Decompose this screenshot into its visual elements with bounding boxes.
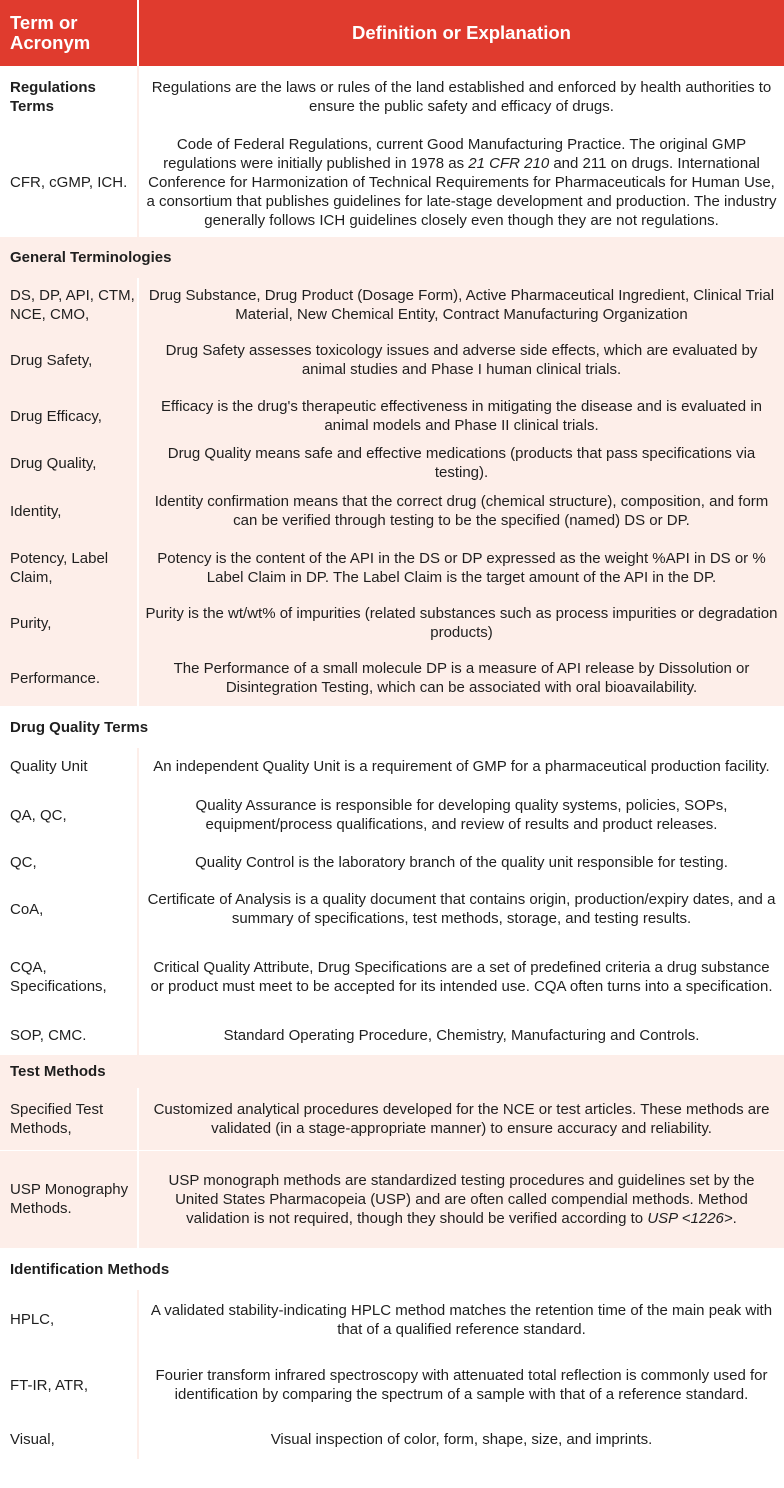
term-cell: USP Monography Methods.: [0, 1150, 138, 1248]
table-row: [0, 1088, 784, 1150]
definition-cell: Certificate of Analysis is a quality document that contains origin, production/expiry dates, and a summary of specifications, test methods, storage, and testing results.: [138, 880, 784, 938]
table-row: [0, 1150, 784, 1248]
term-cell: Purity,: [0, 596, 138, 650]
table-row: [0, 540, 784, 596]
term-cell: SOP, CMC.: [0, 1016, 138, 1054]
table-row: [0, 66, 784, 128]
table-row: [0, 596, 784, 650]
table-row: [0, 844, 784, 880]
section-title: Drug Quality Terms: [0, 706, 784, 748]
term-cell: Regulations Terms: [0, 66, 138, 128]
definition-cell: Quality Control is the laboratory branch of the quality unit responsible for testing.: [138, 844, 784, 880]
term-cell: Quality Unit: [0, 748, 138, 786]
term-cell: QC,: [0, 844, 138, 880]
term-cell: CoA,: [0, 880, 138, 938]
table-row: [0, 1350, 784, 1420]
term-cell: QA, QC,: [0, 786, 138, 844]
table-row: [0, 444, 784, 482]
definition-cell: Regulations are the laws or rules of the land established and enforced by health authorities to ensure the public safety and efficacy of drugs.: [138, 66, 784, 128]
term-cell: HPLC,: [0, 1290, 138, 1350]
table-row: [0, 1016, 784, 1054]
definition-cell: Quality Assurance is responsible for developing quality systems, policies, SOPs, equipment/process qualifications, and review of results and product releases.: [138, 786, 784, 844]
definition-cell: Purity is the wt/wt% of impurities (related substances such as process impurities or degradation products): [138, 596, 784, 650]
table-row: [0, 1420, 784, 1458]
column-header-term: Term or Acronym: [0, 0, 138, 66]
definition-cell: Customized analytical procedures developed for the NCE or test articles. These methods are validated (in a stage-appropriate manner) to ensure accuracy and reliability.: [138, 1088, 784, 1150]
definition-cell: Code of Federal Regulations, current Good Manufacturing Practice. The original GMP regulations were initially published in 1978 as 21 CFR 210 and 211 on drugs. International Conference for Harmonization of Technical Requirements for Pharmaceuticals for Human Use, a consortium that publishes guidelines for late-stage development and production. The industry generally follows ICH guidelines closely even though they are not regulations.: [138, 128, 784, 236]
definition-cell: An independent Quality Unit is a requirement of GMP for a pharmaceutical production facility.: [138, 748, 784, 786]
table-row: [0, 1290, 784, 1350]
term-cell: Potency, Label Claim,: [0, 540, 138, 596]
table-row: [0, 388, 784, 444]
term-cell: Specified Test Methods,: [0, 1088, 138, 1150]
term-cell: CQA, Specifications,: [0, 938, 138, 1016]
table-row: [0, 938, 784, 1016]
term-cell: Performance.: [0, 650, 138, 706]
table-row: [0, 128, 784, 236]
definition-cell: Drug Substance, Drug Product (Dosage Form), Active Pharmaceutical Ingredient, Clinical Trial Material, New Chemical Entity, Contract Manufacturing Organization: [138, 278, 784, 332]
term-cell: CFR, cGMP, ICH.: [0, 128, 138, 236]
table-row: [0, 880, 784, 938]
table-row: [0, 748, 784, 786]
section-title: Identification Methods: [0, 1248, 784, 1290]
section-heading-row: [0, 236, 784, 278]
definition-cell: Potency is the content of the API in the DS or DP expressed as the weight %API in DS or % Label Claim in DP. The Label Claim is the target amount of the API in the DP.: [138, 540, 784, 596]
term-cell: Visual,: [0, 1420, 138, 1458]
definition-cell: Fourier transform infrared spectroscopy with attenuated total reflection is commonly used for identification by comparing the spectrum of a sample with that of a reference standard.: [138, 1350, 784, 1420]
definition-cell: USP monograph methods are standardized testing procedures and guidelines set by the United States Pharmacopeia (USP) and are often called compendial methods. Method validation is not required, though they should be verified according to USP <1226>.: [138, 1150, 784, 1248]
section-heading-row: [0, 706, 784, 748]
column-header-definition: Definition or Explanation: [138, 0, 784, 66]
definition-cell: Standard Operating Procedure, Chemistry, Manufacturing and Controls.: [138, 1016, 784, 1054]
definition-cell: A validated stability-indicating HPLC method matches the retention time of the main peak with that of a qualified reference standard.: [138, 1290, 784, 1350]
definition-cell: Drug Safety assesses toxicology issues and adverse side effects, which are evaluated by animal studies and Phase I human clinical trials.: [138, 332, 784, 388]
definition-cell: Critical Quality Attribute, Drug Specifications are a set of predefined criteria a drug substance or product must meet to be accepted for its intended use. CQA often turns into a specification.: [138, 938, 784, 1016]
section-heading-row: [0, 1248, 784, 1290]
section-heading-row: [0, 1054, 784, 1088]
table-row: [0, 278, 784, 332]
definition-cell: Visual inspection of color, form, shape, size, and imprints.: [138, 1420, 784, 1458]
term-cell: Drug Efficacy,: [0, 388, 138, 444]
table-row: [0, 482, 784, 540]
section-title: Test Methods: [0, 1054, 784, 1088]
definition-cell: The Performance of a small molecule DP is a measure of API release by Dissolution or Disintegration Testing, which can be associated with oral bioavailability.: [138, 650, 784, 706]
term-cell: DS, DP, API, CTM, NCE, CMO,: [0, 278, 138, 332]
table-row: [0, 332, 784, 388]
definition-cell: Identity confirmation means that the correct drug (chemical structure), composition, and form can be verified through testing to be the specified (named) DS or DP.: [138, 482, 784, 540]
term-cell: Drug Safety,: [0, 332, 138, 388]
term-cell: Identity,: [0, 482, 138, 540]
section-title: General Terminologies: [0, 236, 784, 278]
table-header-row: [0, 0, 784, 66]
table-row: [0, 786, 784, 844]
table-row: [0, 650, 784, 706]
term-cell: FT-IR, ATR,: [0, 1350, 138, 1420]
term-cell: Drug Quality,: [0, 444, 138, 482]
definition-cell: Efficacy is the drug's therapeutic effectiveness in mitigating the disease and is evaluated in animal models and Phase II clinical trials.: [138, 388, 784, 444]
definition-cell: Drug Quality means safe and effective medications (products that pass specifications via testing).: [138, 444, 784, 482]
